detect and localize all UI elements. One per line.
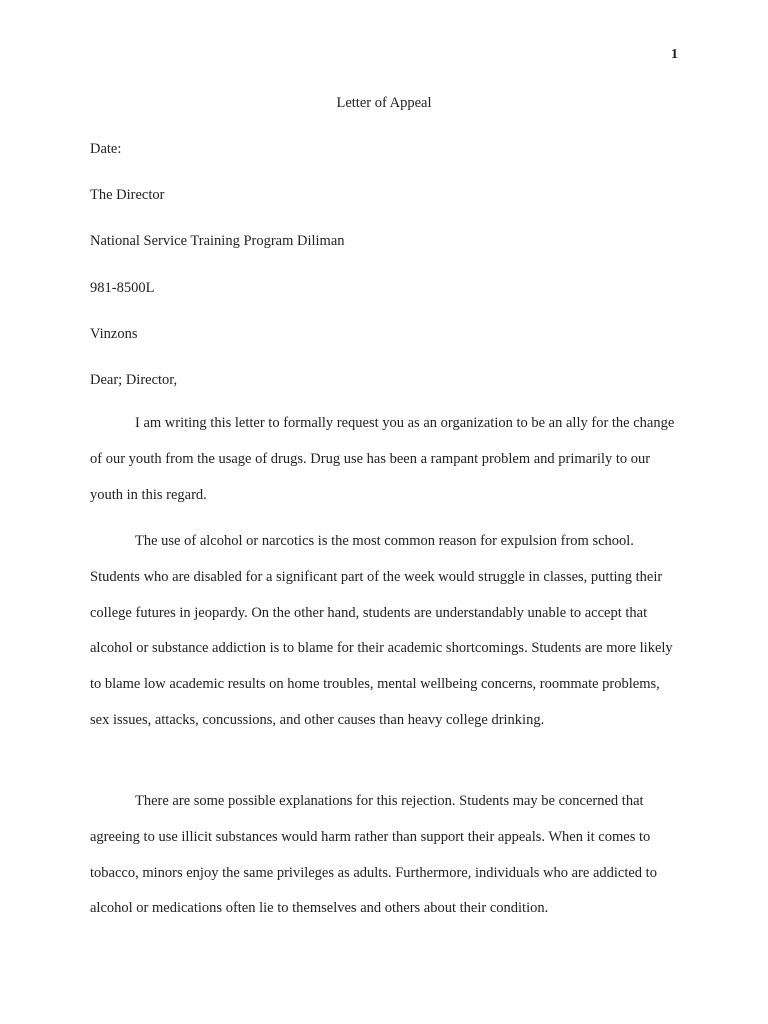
place-line: Vinzons: [90, 326, 138, 342]
body-paragraph-2: The use of alcohol or narcotics is the most common reason for expulsion from school. Students who are disabled for a significant part of the week would struggle in classes, putting their college futures in jeopardy. On the other hand, students are understandably unable to accept that alcohol or substance addiction is to blame for their academic shortcomings. Students are more likely to blame low academic results on home troubles, mental wellbeing concerns, roommate problems, sex issues, attacks, concussions, and other causes than heavy college drinking.: [90, 533, 673, 728]
page-number: 1: [671, 47, 678, 62]
recipient-line: The Director: [90, 187, 165, 203]
date-line: Date:: [90, 141, 122, 157]
body-paragraph-3: There are some possible explanations for this rejection. Students may be concerned that agreeing to use illicit substances would harm rather than support their appeals. When it comes to tobacco, minors enjoy the same privileges as adults. Furthermore, individuals who are addicted to alcohol or medications often lie to themselves and others about their condition.: [90, 793, 657, 917]
salutation-line: Dear; Director,: [90, 372, 178, 388]
body-paragraph-1: I am writing this letter to formally request you as an organization to be an ally for the change of our youth from the usage of drugs. Drug use has been a rampant problem and primarily to our youth in this regard.: [90, 415, 675, 503]
organization-line: National Service Training Program Diliman: [90, 233, 345, 249]
letter-title: Letter of Appeal: [336, 95, 432, 111]
code-line: 981-8500L: [90, 280, 155, 296]
